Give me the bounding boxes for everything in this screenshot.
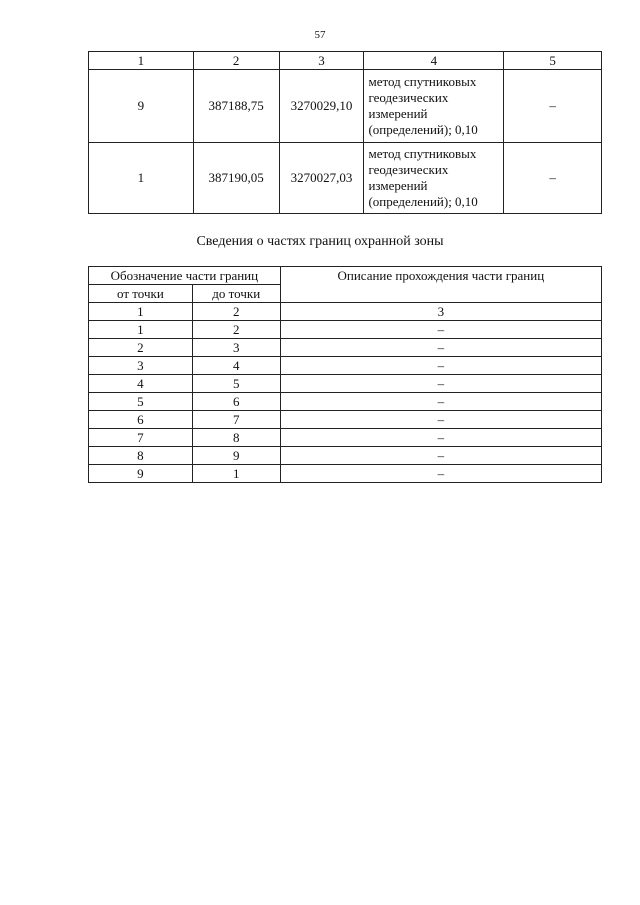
- coord-y: 3270029,10: [279, 70, 364, 143]
- section-caption: Сведения о частях границ охранной зоны: [196, 234, 444, 249]
- table-row: [89, 429, 602, 447]
- to-point: 1: [192, 465, 280, 483]
- to-point: 6: [192, 393, 280, 411]
- header-cell-3: 3: [279, 52, 364, 70]
- header-cell-4: 4: [364, 52, 504, 70]
- method-line: (определений); 0,10: [368, 122, 478, 137]
- part-description: –: [280, 321, 601, 339]
- method-line: измерений: [368, 106, 428, 121]
- coord-x: 387190,05: [193, 143, 279, 214]
- table-row: [89, 339, 602, 357]
- from-point: 4: [89, 375, 193, 393]
- header-cell-1: 1: [89, 52, 194, 70]
- point-number: 9: [89, 70, 194, 143]
- from-point: 6: [89, 411, 193, 429]
- header-part-designation: Обозначение части границ: [89, 267, 281, 285]
- to-point: 2: [192, 303, 280, 321]
- table-row: [89, 357, 602, 375]
- part-description: –: [280, 447, 601, 465]
- method-line: (определений); 0,10: [368, 194, 478, 209]
- to-point: 5: [192, 375, 280, 393]
- part-description: –: [280, 393, 601, 411]
- to-point: 7: [192, 411, 280, 429]
- col5-value: –: [504, 70, 602, 143]
- from-point: 3: [89, 357, 193, 375]
- part-description: –: [280, 429, 601, 447]
- method-line: геодезических: [368, 162, 449, 177]
- table-row: [89, 393, 602, 411]
- coordinates-row: [89, 70, 602, 143]
- coord-x: 387188,75: [193, 70, 279, 143]
- header-from-point: от точки: [89, 285, 193, 303]
- coordinates-row: [89, 143, 602, 214]
- from-point: 5: [89, 393, 193, 411]
- method-line: метод спутниковых: [368, 74, 477, 89]
- point-number: 1: [89, 143, 194, 214]
- method-line: метод спутниковых: [368, 146, 477, 161]
- coord-y: 3270027,03: [279, 143, 364, 214]
- part-description: –: [280, 357, 601, 375]
- to-point: 3: [192, 339, 280, 357]
- header-cell-5: 5: [504, 52, 602, 70]
- method-description: [364, 143, 504, 214]
- header-cell-2: 2: [193, 52, 279, 70]
- part-description: –: [280, 339, 601, 357]
- table-row: [89, 303, 602, 321]
- col5-value: –: [504, 143, 602, 214]
- method-line: геодезических: [368, 90, 449, 105]
- from-point: 2: [89, 339, 193, 357]
- from-point: 1: [89, 321, 193, 339]
- to-point: 9: [192, 447, 280, 465]
- to-point: 2: [192, 321, 280, 339]
- part-description: 3: [280, 303, 601, 321]
- parts-header-row: [89, 267, 602, 285]
- from-point: 7: [89, 429, 193, 447]
- method-line: измерений: [368, 178, 428, 193]
- header-part-description: Описание прохождения части границ: [280, 267, 601, 303]
- page-number: 57: [314, 29, 326, 41]
- part-description: –: [280, 375, 601, 393]
- coordinates-table: [88, 51, 602, 214]
- coordinates-header-row: [89, 52, 602, 70]
- from-point: 8: [89, 447, 193, 465]
- table-row: [89, 321, 602, 339]
- table-row: [89, 465, 602, 483]
- table-row: [89, 447, 602, 465]
- to-point: 8: [192, 429, 280, 447]
- table-row: [89, 411, 602, 429]
- from-point: 1: [89, 303, 193, 321]
- to-point: 4: [192, 357, 280, 375]
- table-row: [89, 375, 602, 393]
- part-description: –: [280, 411, 601, 429]
- header-to-point: до точки: [192, 285, 280, 303]
- boundary-parts-table: [88, 266, 602, 483]
- part-description: –: [280, 465, 601, 483]
- from-point: 9: [89, 465, 193, 483]
- method-description: [364, 70, 504, 143]
